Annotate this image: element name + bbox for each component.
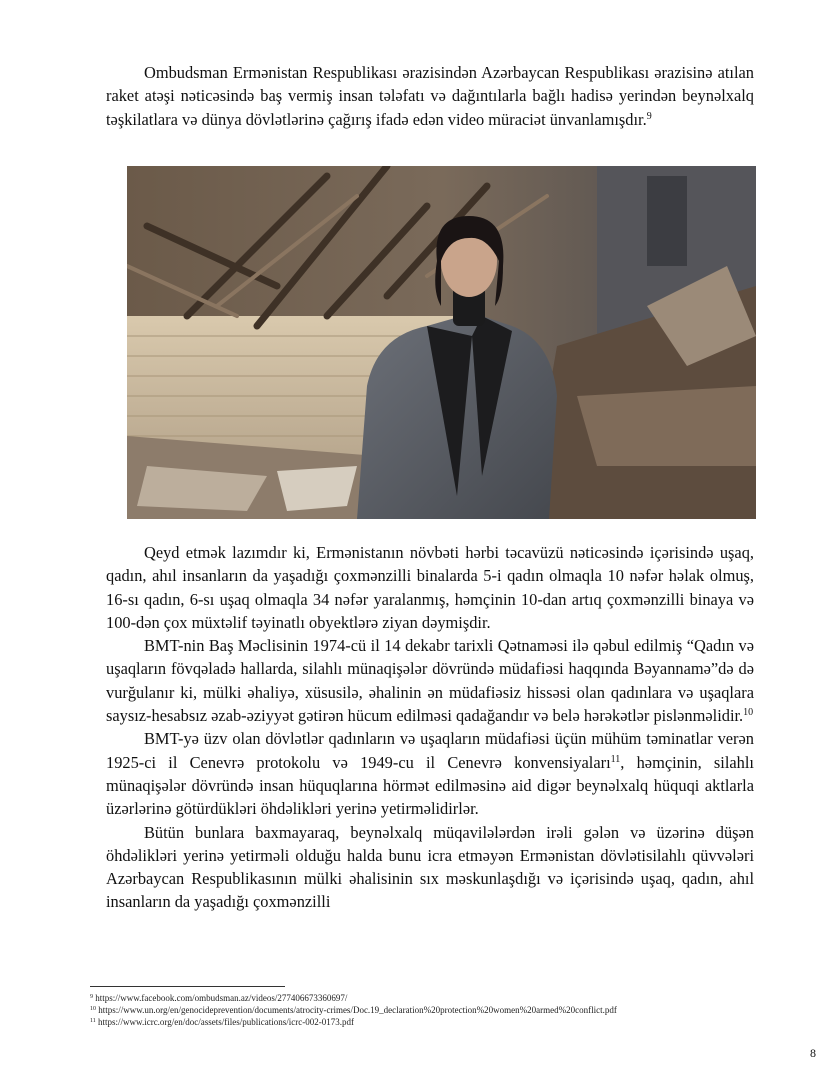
intro-paragraph: Ombudsman Ermənistan Respublikası ərazisindən Azərbaycan Respublikası ərazisinə atılan raket atəşi nəticəsində baş vermiş insan tələfatı və dağıntılarla bağlı hadisə yerindən beynəlxalq təşkilatlara və dünya dövlətlərinə çağırış ifadə edən video müraciət ünvanlamışdır.$^9$ (106, 63, 754, 129)
paragraph-violations: Bütün bunlara baxmayaraq, beynəlxalq müqavilələrdən irəli gələn və üzərinə düşən öhdəlikləri yerinə yetirməli olduğu halda bunu icra etməyən Ermənistan dövlətisilahlı qüvvələri Azərbaycan Respublikasının mülki əhalisinin sıx məskunlaşdığı və içərisində uşaq, qadın, ahıl insanların da yaşadığı çoxmənzilli (106, 822, 754, 912)
page-number: 8 (810, 1046, 816, 1060)
photo-illustration (127, 166, 756, 519)
paragraph-un-declaration: BMT-nin Baş Məclisinin 1974-cü il 14 dekabr tarixli Qətnaməsi ilə qəbul edilmiş “Qadın və uşaqların fövqəladə hallarda, silahlı münaqişələr dövründə müdafiəsi haqqında Bəyannamə”də də vurğulanır ki, mülki əhaliyə, xüsusilə, əhalinin ən müdafiəsiz hissəsi olan qadınlara və uşaqlara saysız-hesabsız əzab-əziyyət gətirən hücum edilməsi qadağandır və belə hərəkətlər pislənməlidir.$^{10}$ (106, 636, 754, 726)
footnote-divider (90, 986, 285, 987)
footnote-ref-10[interactable]: 10 (743, 707, 754, 719)
paragraph-geneva: BMT-yə üzv olan dövlətlər qadınların və uşaqların müdafiəsi üçün mühüm təminatlar verən 1925-ci il Cenevrə protokolu və 1949-cu il Cenevrə konvensiyaları$^{11}$, həmçinin, silahlı münaqişələr dövründə insan hüquqlarına hörmət edilməsinə aid digər beynəlxalq hüquqi aktlarla üzərlərinə götürdükləri öhdəlikləri yerinə yetirməlidirlər. (106, 729, 754, 819)
footnote-ref-11[interactable]: 11 (610, 753, 621, 765)
main-text-block (106, 541, 754, 914)
footnote-10[interactable]: $^{10}$ https://www.un.org/en/genocideprevention/documents/atrocity-crimes/Doc.19_declaration%20protection%20women%20armed%20conflict.pdf (90, 1005, 617, 1016)
paragraph-casualties: Qeyd etmək lazımdır ki, Ermənistanın növbəti hərbi təcavüzü nəticəsində içərisində uşaq, qadın, ahıl insanların da yaşadığı çoxmənzilli binalarda 5-i qadın olmaqla 10 nəfər həlak olmuş, 16-sı qadın, 6-sı uşaq olmaqla 34 nəfər yaralanmış, həmçinin 10-dan artıq çoxmənzilli binaya və 100-dən çox müxtəlif təyinatlı obyektlərə ziyan dəymişdir. (106, 543, 754, 632)
ombudsman-photo (127, 166, 756, 519)
footnote-11[interactable]: $^{11}$ https://www.icrc.org/en/doc/assets/files/publications/icrc-002-0173.pdf (90, 1017, 354, 1028)
footnote-ref-9[interactable]: 9 (646, 110, 652, 122)
footnote-9[interactable]: $^9$ https://www.facebook.com/ombudsman.az/videos/277406673360697/ (90, 993, 348, 1003)
intro-paragraph-block (106, 61, 754, 131)
footnotes (90, 992, 790, 1029)
